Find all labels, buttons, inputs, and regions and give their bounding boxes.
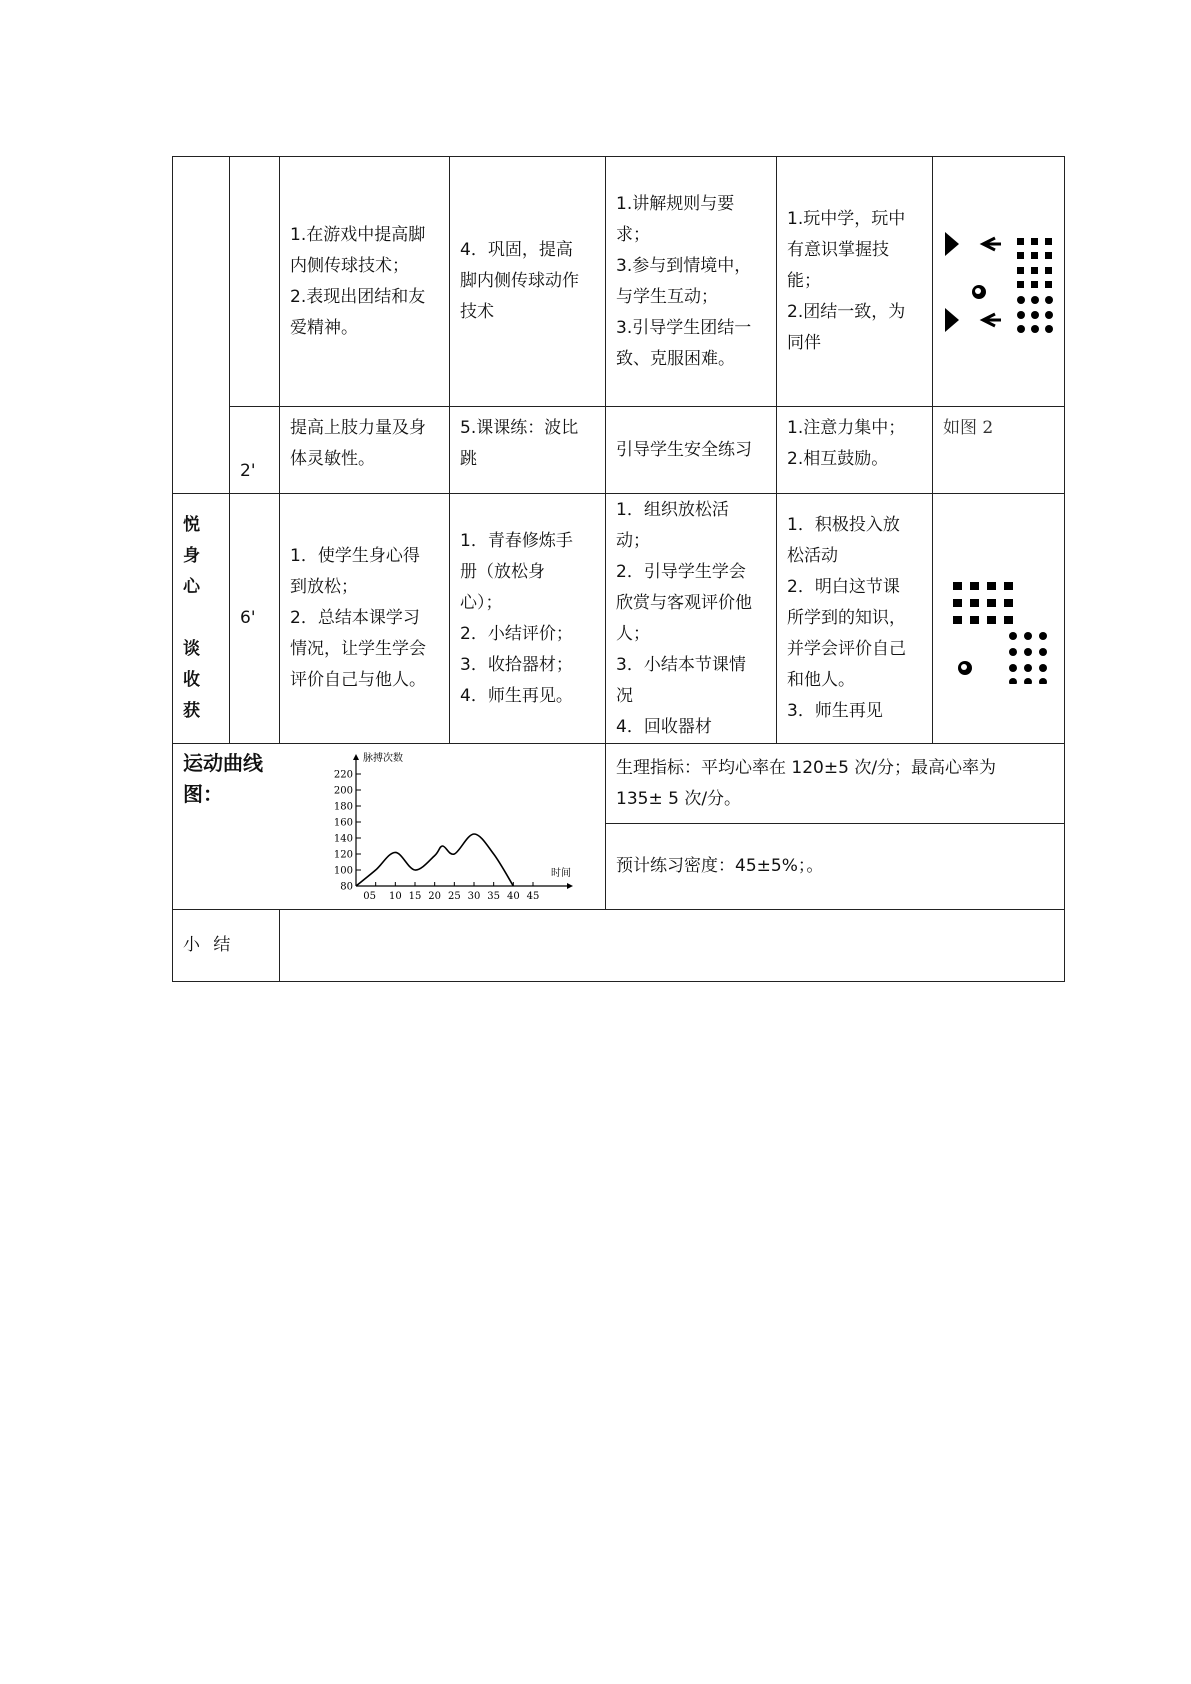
x-tick-label: 15 (408, 891, 422, 902)
content-cell: 5.课课练：波比 跳 (450, 407, 606, 494)
density-cell: 预计练习密度：45±5%；。 (606, 824, 1065, 910)
x-tick-label: 05 (363, 891, 377, 902)
teacher-cell: 1.讲解规则与要 求； 3.参与到情境中， 与学生互动； 3.引导学生团结一 致、克服困难。 (606, 157, 777, 407)
time-cell: 2' (230, 407, 280, 494)
table-row (173, 407, 1065, 494)
student-dots (1017, 296, 1053, 333)
summary-content[interactable] (280, 910, 1065, 982)
soccer-ball-icon (958, 661, 972, 675)
chart-xlabel: 时间 (551, 868, 571, 879)
student-squares (953, 582, 1013, 624)
section-cell (173, 157, 230, 494)
triangle-marker-icon (945, 308, 959, 332)
x-tick-label: 30 (467, 891, 481, 902)
table-row (173, 910, 1065, 982)
x-tick-label: 40 (506, 891, 520, 902)
arrow-left-icon (983, 238, 1001, 250)
formation-diagram (933, 554, 1065, 684)
x-axis-arrow-icon (567, 883, 573, 889)
physiology-cell: 生理指标：平均心率在 120±5 次/分；最高心率为 135± 5 次/分。 (606, 744, 1065, 824)
y-axis-arrow-icon (353, 754, 359, 760)
formation-diagram-cell (933, 157, 1065, 407)
content-cell: 4．巩固，提高 脚内侧传球动作 技术 (450, 157, 606, 407)
x-tick-label: 20 (428, 891, 442, 902)
y-tick-label: 140 (333, 833, 353, 845)
goal-cell: 1.在游戏中提高脚 内侧传球技术； 2.表现出团结和友 爱精神。 (280, 157, 450, 407)
y-tick-label: 100 (333, 865, 353, 877)
table-row (173, 744, 1065, 824)
student-cell: 1．积极投入放 松活动 2．明白这节课 所学到的知识， 并学会评价自己 和他人。 3．师生再见 (777, 494, 933, 744)
chart-series-line (356, 834, 513, 886)
table-row (173, 494, 1065, 744)
y-tick-label: 220 (333, 769, 353, 781)
soccer-ball-icon (972, 285, 986, 299)
lesson-plan-table (172, 156, 1065, 982)
figure-ref-cell: 如图 2 (933, 407, 1065, 494)
student-cell: 1.注意力集中； 2.相互鼓励。 (777, 407, 933, 494)
student-dots (1009, 632, 1047, 684)
y-tick-label: 180 (333, 801, 353, 813)
teacher-cell: 引导学生安全练习 (606, 407, 777, 494)
goal-cell: 提高上肢力量及身 体灵敏性。 (280, 407, 450, 494)
triangle-marker-icon (945, 232, 959, 256)
y-tick-label: 80 (340, 881, 353, 893)
student-cell: 1.玩中学，玩中 有意识掌握技 能； 2.团结一致，为 同伴 (777, 157, 933, 407)
time-cell: 6' (230, 494, 280, 744)
curve-title: 运动曲线 图： (183, 751, 263, 806)
student-squares (1017, 238, 1052, 288)
formation-diagram-cell (933, 494, 1065, 744)
summary-label: 小 结 (173, 910, 280, 982)
content-cell: 1．青春修炼手 册（放松身 心）； 2．小结评价； 3．收拾器材； 4．师生再见。 (450, 494, 606, 744)
time-cell (230, 157, 280, 407)
y-tick-label: 120 (333, 849, 353, 861)
x-tick-label: 25 (447, 891, 461, 902)
y-tick-label: 200 (333, 785, 353, 797)
chart-ylabel: 脉搏次数 (363, 753, 403, 764)
x-tick-label: 10 (388, 891, 402, 902)
exercise-curve-cell (173, 744, 606, 910)
section-title: 悦 身 心 谈 收 获 (173, 494, 230, 744)
x-tick-label: 45 (526, 891, 540, 902)
formation-diagram (933, 212, 1065, 352)
y-tick-label: 160 (333, 817, 353, 829)
goal-cell: 1．使学生身心得 到放松； 2．总结本课学习 情况，让学生学会 评价自己与他人。 (280, 494, 450, 744)
x-tick-label: 35 (487, 891, 501, 902)
table-row (173, 157, 1065, 407)
arrow-left-icon (983, 314, 1001, 326)
teacher-cell: 1．组织放松活 动； 2．引导学生学会 欣赏与客观评价他 人； 3．小结本节课情 况 4．回收器材 (606, 494, 777, 744)
heart-rate-chart (333, 744, 603, 910)
